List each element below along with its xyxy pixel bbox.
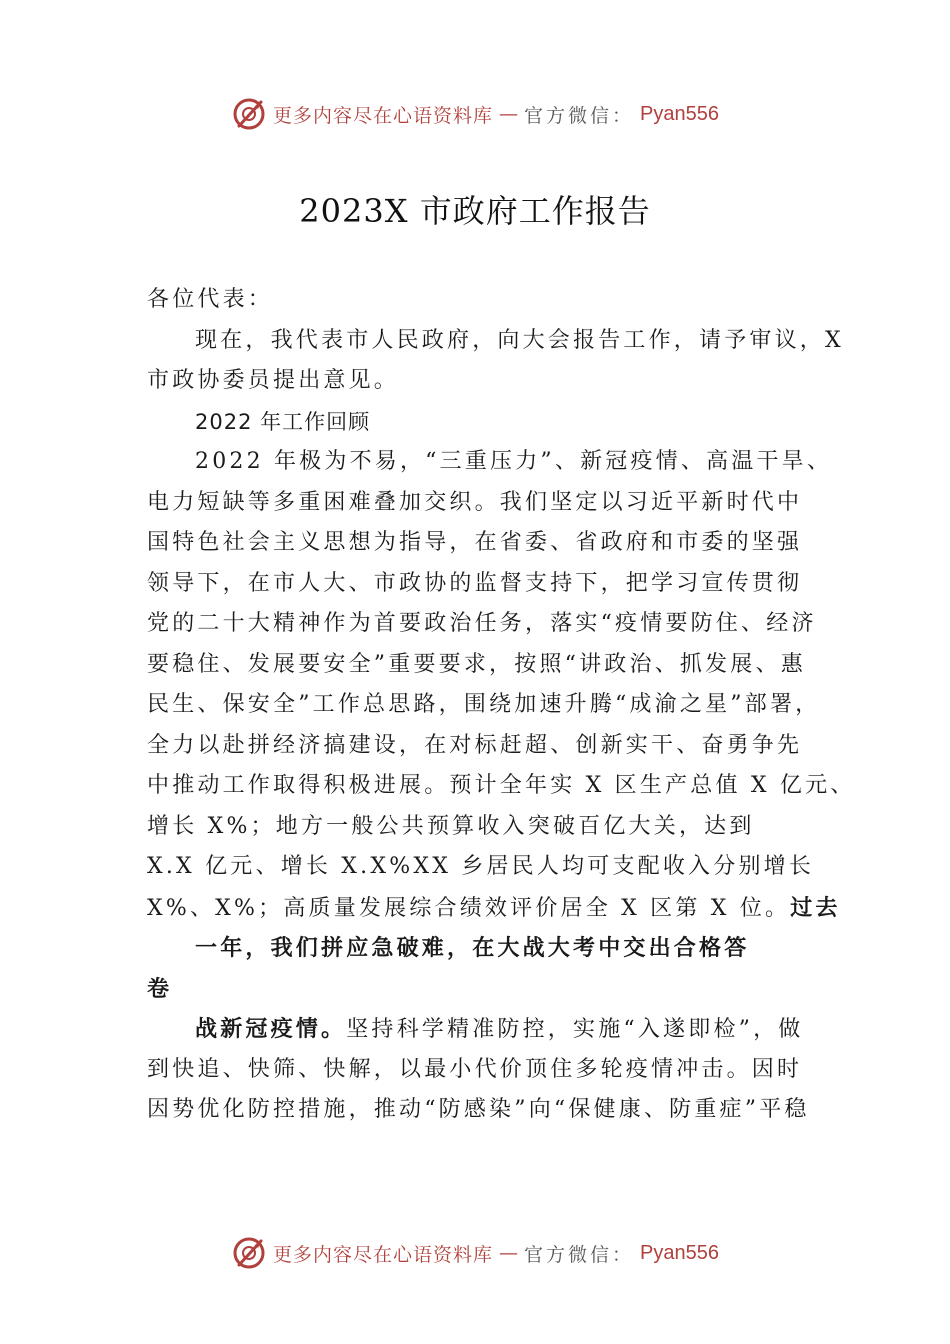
body-line bbox=[147, 928, 807, 969]
pen-logo-icon bbox=[231, 1235, 267, 1271]
line-text: 增长 X%；地方一般公共预算收入突破百亿大关，达到 bbox=[147, 813, 755, 839]
bold-lead-text: 战新冠疫情。 bbox=[195, 1016, 347, 1042]
line-text: 全力以赴拼经济搞建设，在对标赶超、创新实干、奋勇争先 bbox=[147, 732, 803, 758]
body-line bbox=[147, 726, 807, 767]
bold-emphasis-text: 一年，我们拼应急破难，在大战大考中交出合格答 bbox=[195, 935, 750, 961]
document-body bbox=[147, 280, 856, 1131]
pen-logo-icon bbox=[231, 96, 267, 132]
banner-dash: — bbox=[499, 1242, 519, 1264]
body-line bbox=[147, 321, 844, 362]
body-line bbox=[147, 969, 807, 1010]
banner-site-text: 更多内容尽在心语资料库 bbox=[273, 1243, 494, 1266]
body-line bbox=[147, 564, 807, 605]
body-line bbox=[147, 523, 807, 564]
line-text: X%、X%；高质量发展综合绩效评价居全 X 区第 X 位。 bbox=[147, 895, 791, 921]
body-line bbox=[147, 442, 833, 483]
body-line bbox=[147, 604, 817, 645]
document-title: 2023X 市政府工作报告 bbox=[299, 192, 651, 230]
line-text: 到快追、快筛、快解，以最小代价顶住多轮疫情冲击。因时 bbox=[147, 1056, 803, 1082]
banner-site-text: 更多内容尽在心语资料库 bbox=[273, 104, 494, 127]
line-text: 现在，我代表市人民政府，向大会报告工作，请予审议，X bbox=[195, 327, 844, 353]
line-text: 坚持科学精准防控，实施“入遂即检”，做 bbox=[346, 1017, 804, 1042]
body-line bbox=[147, 361, 807, 402]
body-line bbox=[147, 888, 841, 929]
banner-dash: — bbox=[499, 103, 519, 125]
body-line bbox=[147, 685, 821, 726]
banner-wechat-label: 官方微信： bbox=[524, 1243, 635, 1266]
bottom-watermark-banner bbox=[0, 1233, 950, 1273]
line-text: 因势优化防控措施，推动“防感染”向“保健康、防重症”平稳 bbox=[147, 1097, 810, 1122]
line-text: 2022 年工作回顾 bbox=[195, 409, 371, 434]
body-line bbox=[147, 645, 807, 686]
body-line bbox=[147, 483, 807, 524]
line-text: 国特色社会主义思想为指导，在省委、省政府和市委的坚强 bbox=[147, 530, 803, 555]
line-text: 领导下，在市人大、市政协的监督支持下，把学习宣传贯彻 bbox=[147, 570, 803, 596]
line-text: 中推动工作取得积极进展。预计全年实 X 区生产总值 X 亿元、 bbox=[147, 773, 856, 798]
line-text: 各位代表： bbox=[147, 287, 274, 312]
body-line bbox=[147, 1009, 807, 1050]
line-text: 2022 年极为不易，“三重压力”、新冠疫情、高温干旱、 bbox=[195, 449, 833, 474]
line-text: 电力短缺等多重困难叠加交织。我们坚定以习近平新时代中 bbox=[147, 489, 803, 515]
body-line bbox=[147, 766, 856, 807]
body-line bbox=[147, 807, 807, 848]
banner-wechat-label: 官方微信： bbox=[524, 104, 635, 127]
line-text: 民生、保安全”工作总思路，围绕加速升腾“成渝之星”部署， bbox=[147, 692, 821, 717]
line-text: 市政协委员提出意见。 bbox=[147, 368, 400, 393]
body-line bbox=[147, 1050, 807, 1091]
line-text: 要稳住、发展要安全”重要要求，按照“讲政治、抓发展、惠 bbox=[147, 651, 806, 677]
top-watermark-banner bbox=[0, 94, 950, 134]
bold-emphasis-text: 过去 bbox=[790, 894, 841, 921]
banner-wechat-id: Pyan556 bbox=[640, 1241, 719, 1264]
body-line bbox=[147, 280, 807, 321]
line-text: 党的二十大精神作为首要政治任务，落实“疫情要防住、经济 bbox=[147, 611, 817, 636]
section-heading bbox=[147, 402, 807, 443]
body-line bbox=[147, 847, 815, 888]
body-line bbox=[147, 1090, 810, 1131]
line-text: X.X 亿元、增长 X.X%XX 乡居民人均可支配收入分别增长 bbox=[147, 854, 815, 879]
bold-emphasis-text: 卷 bbox=[147, 975, 173, 1002]
banner-wechat-id: Pyan556 bbox=[640, 102, 719, 125]
